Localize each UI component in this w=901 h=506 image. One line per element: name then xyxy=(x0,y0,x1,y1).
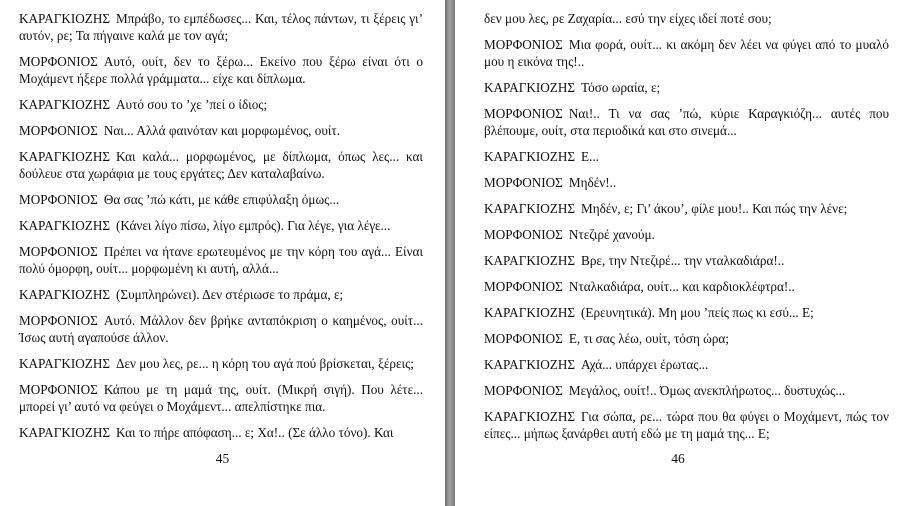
speaker-name: ΚΑΡΑΓΚΙΟΖΗΣ xyxy=(484,409,576,424)
speaker-name: ΜΟΡΦΟΝΙΟΣ xyxy=(484,106,563,121)
dialogue-line xyxy=(19,122,423,139)
dialogue-text: Αυτό. Μάλλον δεν βρήκε ανταπόκριση ο καημένος, ουίτ... Ίσως αυτή αγαπούσε άλλον. xyxy=(19,313,423,345)
speaker-name: ΜΟΡΦΟΝΙΟΣ xyxy=(484,175,563,190)
dialogue-text: Βρε, την Ντεζιρέ... την νταλκαδιάρα!.. xyxy=(581,253,785,268)
speaker-name: ΚΑΡΑΓΚΙΟΖΗΣ xyxy=(19,149,111,164)
speaker-name: ΜΟΡΦΟΝΙΟΣ xyxy=(19,123,98,138)
dialogue-text: Μεγάλος, ουίτ!.. Όμως ανεκπλήρωτος... δυστυχώς... xyxy=(568,383,846,398)
dialogue-text: Ναι!.. Τι να σας ’πώ, κύριε Καραγκιόζη... αυτές που βλέπουμε, ουίτ, στα περιοδικά και στο σινεμά... xyxy=(484,106,889,138)
speaker-name: ΚΑΡΑΓΚΙΟΖΗΣ xyxy=(19,287,111,302)
speaker-name: ΜΟΡΦΟΝΙΟΣ xyxy=(484,331,563,346)
dialogue-line xyxy=(484,36,889,70)
dialogue-text: Αχά... υπάρχει έρωτας... xyxy=(581,357,709,372)
dialogue-text: Μπράβο, το εμπέδωσες... Και, τέλος πάντων, τι ξέρεις γι’ αυτόν, ρε; Τα πήγαινε καλά με τον αγά; xyxy=(19,11,423,43)
dialogue-text: δεν μου λες, ρε Ζαχαρία... εσύ την είχες ιδεί ποτέ σου; xyxy=(484,11,772,26)
dialogue-text: Κάπου με τη μαμά της, ουίτ. (Μικρή σιγή). Που λέτε... μπορεί γι’ αυτό να φεύγει ο Μοχάμεντ... απελπίστηκε πια. xyxy=(19,382,423,414)
left-page xyxy=(0,0,445,506)
dialogue-line xyxy=(19,10,423,44)
dialogue-line xyxy=(484,200,889,217)
dialogue-line xyxy=(484,252,889,269)
speaker-name: ΚΑΡΑΓΚΙΟΖΗΣ xyxy=(484,253,576,268)
speaker-name: ΜΟΡΦΟΝΙΟΣ xyxy=(484,227,563,242)
dialogue-text: Θα σας ’πώ κάτι, με κάθε επιφύλαξη όμως... xyxy=(103,192,340,207)
dialogue-line xyxy=(19,355,423,372)
speaker-name: ΚΑΡΑΓΚΙΟΖΗΣ xyxy=(19,11,111,26)
speaker-name: ΜΟΡΦΟΝΙΟΣ xyxy=(19,54,98,69)
dialogue-line xyxy=(19,424,423,441)
dialogue-line xyxy=(19,243,423,277)
book-gutter xyxy=(445,0,455,506)
dialogue-line xyxy=(484,148,889,165)
page-number: 46 xyxy=(671,451,685,466)
speaker-name: ΜΟΡΦΟΝΙΟΣ xyxy=(19,313,98,328)
dialogue-text: Και το πήρε απόφαση... ε; Χα!.. (Σε άλλο τόνο). Και xyxy=(116,425,394,440)
dialogue-text: Ε, τι σας λέω, ουίτ, τόση ώρα; xyxy=(568,331,730,346)
dialogue-line xyxy=(484,174,889,191)
dialogue-text: Πρέπει να ήτανε ερωτευμένος με την κόρη του αγά... Είναι πολύ όμορφη, ουίτ... μορφωμένη κι αυτή, αλλά... xyxy=(19,244,423,276)
dialogue-text: Μηδέν, ε; Γι’ άκου’, φίλε μου!.. Και πώς την λένε; xyxy=(581,201,848,216)
dialogue-text: (Κάνει λίγο πίσω, λίγο εμπρός). Για λέγε, για λέγε... xyxy=(116,218,391,233)
speaker-name: ΚΑΡΑΓΚΙΟΖΗΣ xyxy=(484,149,576,164)
dialogue-line xyxy=(484,278,889,295)
dialogue-line xyxy=(484,408,889,442)
right-page xyxy=(455,0,901,506)
dialogue-text: Μια φορά, ουίτ... κι ακόμη δεν λέει να φύγει από το μυαλό μου η εικόνα της!.. xyxy=(484,37,889,69)
speaker-name: ΚΑΡΑΓΚΙΟΖΗΣ xyxy=(19,356,111,371)
speaker-name: ΚΑΡΑΓΚΙΟΖΗΣ xyxy=(19,97,111,112)
dialogue-text: Μηδέν!.. xyxy=(568,175,617,190)
dialogue-text: Αυτό σου το ’χε ’πεί ο ίδιος; xyxy=(116,97,268,112)
dialogue-line xyxy=(19,312,423,346)
dialogue-line xyxy=(484,330,889,347)
speaker-name: ΚΑΡΑΓΚΙΟΖΗΣ xyxy=(484,80,576,95)
dialogue-text: Δεν μου λες, ρε... η κόρη του αγά πού βρίσκεται, ξέρεις; xyxy=(116,356,414,371)
dialogue-text: Νταλκαδιάρα, ουίτ... και καρδιοκλέφτρα!.. xyxy=(568,279,795,294)
dialogue-line xyxy=(19,53,423,87)
dialogue-text: Τόσο ωραία, ε; xyxy=(581,80,661,95)
dialogue-line xyxy=(19,286,423,303)
dialogue-text: Ναι... Αλλά φαινόταν και μορφωμένος, ουίτ. xyxy=(103,123,340,138)
speaker-name: ΜΟΡΦΟΝΙΟΣ xyxy=(484,383,563,398)
dialogue-line xyxy=(484,226,889,243)
dialogue-line xyxy=(484,382,889,399)
speaker-name: ΜΟΡΦΟΝΙΟΣ xyxy=(19,382,98,397)
dialogue-line xyxy=(19,381,423,415)
dialogue-text: Ντεζιρέ χανούμ. xyxy=(568,227,655,242)
dialogue-line xyxy=(484,304,889,321)
page-number: 45 xyxy=(215,451,230,466)
speaker-name: ΚΑΡΑΓΚΙΟΖΗΣ xyxy=(484,201,576,216)
dialogue-line xyxy=(19,148,423,182)
dialogue-line xyxy=(484,356,889,373)
dialogue-text: (Συμπληρώνει). Δεν στέριωσε το πράμα, ε; xyxy=(116,287,344,302)
dialogue-text: Αυτό, ουίτ, δεν το ξέρω... Εκείνο που ξέρω είναι ότι ο Μοχάμεντ ήξερε πολλά γράμματα... είχε και δίπλωμα. xyxy=(19,54,423,86)
right-page-text xyxy=(484,10,889,451)
dialogue-text: Ε... xyxy=(581,149,599,164)
speaker-name: ΚΑΡΑΓΚΙΟΖΗΣ xyxy=(19,425,111,440)
speaker-name: ΚΑΡΑΓΚΙΟΖΗΣ xyxy=(19,218,111,233)
speaker-name: ΜΟΡΦΟΝΙΟΣ xyxy=(19,192,98,207)
dialogue-line xyxy=(19,217,423,234)
speaker-name: ΚΑΡΑΓΚΙΟΖΗΣ xyxy=(484,305,576,320)
speaker-name: ΜΟΡΦΟΝΙΟΣ xyxy=(484,279,563,294)
dialogue-line xyxy=(484,10,889,27)
speaker-name: ΜΟΡΦΟΝΙΟΣ xyxy=(19,244,98,259)
speaker-name: ΚΑΡΑΓΚΙΟΖΗΣ xyxy=(484,357,576,372)
dialogue-line xyxy=(19,96,423,113)
dialogue-line xyxy=(19,191,423,208)
speaker-name: ΜΟΡΦΟΝΙΟΣ xyxy=(484,37,563,52)
dialogue-text: Για σώπα, ρε... τώρα που θα φύγει ο Μοχάμεντ, πώς τον είπες... μήπως ξανάρθει αυτή εδώ με τη μαμά της... Ε; xyxy=(484,409,889,441)
dialogue-line xyxy=(484,105,889,139)
left-page-text xyxy=(19,10,423,450)
dialogue-text: Και καλά... μορφωμένος, με δίπλωμα, όπως λες... και δούλευε στα χωράφια με τους εργάτες; Δεν καταλαβαίνω. xyxy=(19,149,423,181)
dialogue-text: (Ερευνητικά). Μη μου ’πείς πως κι εσύ... Ε; xyxy=(581,305,814,320)
dialogue-line xyxy=(484,79,889,96)
